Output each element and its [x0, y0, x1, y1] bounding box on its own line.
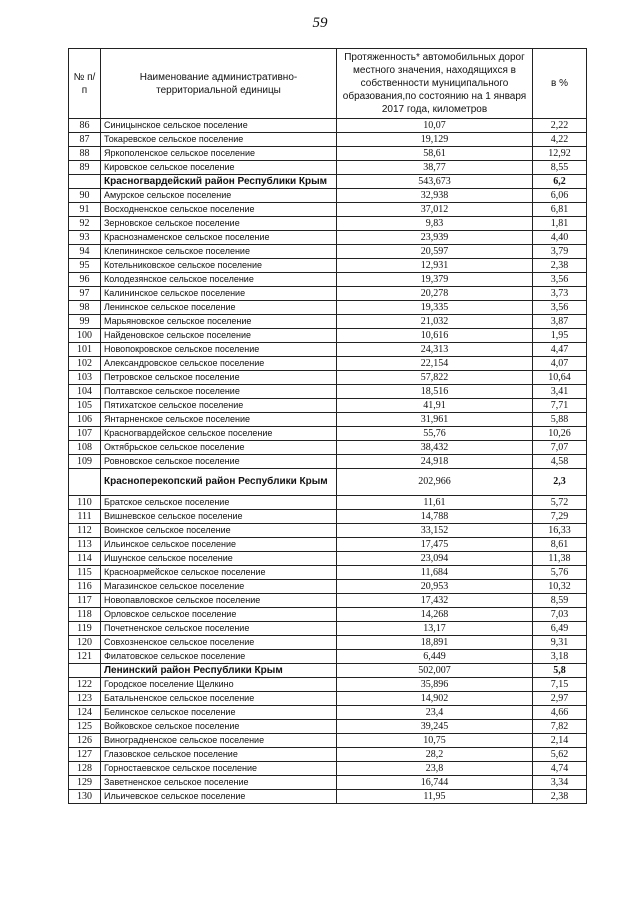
row-name: Восходненское сельское поселение	[101, 203, 337, 217]
header-unit-name: Наименование административно-территориальной единицы	[101, 49, 337, 119]
row-percent: 5,72	[533, 496, 587, 510]
row-number: 112	[69, 524, 101, 538]
row-name: Токаревское сельское поселение	[101, 133, 337, 147]
row-name: Синицынское сельское поселение	[101, 119, 337, 133]
row-number: 128	[69, 762, 101, 776]
table-row	[69, 217, 587, 231]
row-number: 127	[69, 748, 101, 762]
row-name: Войковское сельское поселение	[101, 720, 337, 734]
row-length: 32,938	[337, 189, 533, 203]
row-name: Пятихатское сельское поселение	[101, 399, 337, 413]
row-percent: 8,61	[533, 538, 587, 552]
row-percent: 5,88	[533, 413, 587, 427]
row-number: 109	[69, 455, 101, 469]
row-name: Клепининское сельское поселение	[101, 245, 337, 259]
row-percent: 4,22	[533, 133, 587, 147]
table-row	[69, 706, 587, 720]
row-length: 18,891	[337, 636, 533, 650]
row-percent: 1,95	[533, 329, 587, 343]
row-length: 19,129	[337, 133, 533, 147]
row-percent: 12,92	[533, 147, 587, 161]
table-row	[69, 594, 587, 608]
row-number: 98	[69, 301, 101, 315]
header-percent: в %	[533, 49, 587, 119]
row-percent: 2,97	[533, 692, 587, 706]
row-percent: 4,47	[533, 343, 587, 357]
row-percent: 1,81	[533, 217, 587, 231]
row-number: 103	[69, 371, 101, 385]
row-percent: 7,71	[533, 399, 587, 413]
row-percent: 6,81	[533, 203, 587, 217]
row-percent: 6,06	[533, 189, 587, 203]
row-length: 39,245	[337, 720, 533, 734]
row-number: 106	[69, 413, 101, 427]
row-length: 14,788	[337, 510, 533, 524]
row-percent: 5,76	[533, 566, 587, 580]
row-number: 113	[69, 538, 101, 552]
row-percent: 2,38	[533, 790, 587, 804]
row-percent: 7,29	[533, 510, 587, 524]
row-number: 120	[69, 636, 101, 650]
row-length: 19,335	[337, 301, 533, 315]
row-number: 114	[69, 552, 101, 566]
row-percent: 6,49	[533, 622, 587, 636]
row-length: 31,961	[337, 413, 533, 427]
row-length: 202,966	[337, 469, 533, 496]
table-row	[69, 259, 587, 273]
row-length: 21,032	[337, 315, 533, 329]
row-number: 121	[69, 650, 101, 664]
row-name: Вишневское сельское поселение	[101, 510, 337, 524]
row-name: Воинское сельское поселение	[101, 524, 337, 538]
row-number	[69, 664, 101, 678]
row-name: Батальненское сельское поселение	[101, 692, 337, 706]
row-number: 129	[69, 776, 101, 790]
row-percent: 4,07	[533, 357, 587, 371]
row-name: Яркополенское сельское поселение	[101, 147, 337, 161]
row-name: Петровское сельское поселение	[101, 371, 337, 385]
row-length: 14,902	[337, 692, 533, 706]
row-name: Ровновское сельское поселение	[101, 455, 337, 469]
table-row	[69, 524, 587, 538]
table-row	[69, 734, 587, 748]
row-name: Зерновское сельское поселение	[101, 217, 337, 231]
row-length: 10,75	[337, 734, 533, 748]
row-percent: 3,41	[533, 385, 587, 399]
table-row	[69, 343, 587, 357]
row-name: Виноградненское сельское поселение	[101, 734, 337, 748]
row-number: 93	[69, 231, 101, 245]
row-number: 90	[69, 189, 101, 203]
row-number: 108	[69, 441, 101, 455]
row-percent: 2,3	[533, 469, 587, 496]
row-length: 19,379	[337, 273, 533, 287]
row-name: Колодезянское сельское поселение	[101, 273, 337, 287]
row-name: Ильичевское сельское поселение	[101, 790, 337, 804]
row-length: 543,673	[337, 175, 533, 189]
table-row	[69, 399, 587, 413]
row-number: 111	[69, 510, 101, 524]
table-row	[69, 371, 587, 385]
row-name: Братское сельское поселение	[101, 496, 337, 510]
row-number: 122	[69, 678, 101, 692]
table-row	[69, 385, 587, 399]
table-row	[69, 231, 587, 245]
row-length: 20,597	[337, 245, 533, 259]
row-percent: 11,38	[533, 552, 587, 566]
table-row	[69, 147, 587, 161]
row-number: 126	[69, 734, 101, 748]
table-row	[69, 552, 587, 566]
row-length: 55,76	[337, 427, 533, 441]
row-percent: 4,66	[533, 706, 587, 720]
table-row	[69, 357, 587, 371]
row-percent: 7,03	[533, 608, 587, 622]
row-percent: 8,55	[533, 161, 587, 175]
row-length: 14,268	[337, 608, 533, 622]
row-length: 41,91	[337, 399, 533, 413]
row-length: 24,918	[337, 455, 533, 469]
table-row	[69, 287, 587, 301]
table-row	[69, 496, 587, 510]
row-percent: 3,73	[533, 287, 587, 301]
row-name: Калининское сельское поселение	[101, 287, 337, 301]
table-row	[69, 119, 587, 133]
table-row	[69, 650, 587, 664]
row-name: Красногвардейский район Республики Крым	[101, 175, 337, 189]
row-length: 28,2	[337, 748, 533, 762]
table-row	[69, 315, 587, 329]
row-name: Магазинское сельское поселение	[101, 580, 337, 594]
row-percent: 2,14	[533, 734, 587, 748]
row-length: 38,77	[337, 161, 533, 175]
row-number: 102	[69, 357, 101, 371]
row-name: Филатовское сельское поселение	[101, 650, 337, 664]
row-percent: 8,59	[533, 594, 587, 608]
table-row	[69, 427, 587, 441]
row-length: 23,094	[337, 552, 533, 566]
row-length: 502,007	[337, 664, 533, 678]
row-number: 95	[69, 259, 101, 273]
row-percent: 3,87	[533, 315, 587, 329]
row-number: 97	[69, 287, 101, 301]
row-percent: 7,15	[533, 678, 587, 692]
row-name: Новопокровское сельское поселение	[101, 343, 337, 357]
table-row	[69, 762, 587, 776]
row-length: 22,154	[337, 357, 533, 371]
table-header-row	[69, 49, 587, 119]
row-name: Белинское сельское поселение	[101, 706, 337, 720]
table-row	[69, 455, 587, 469]
district-row	[69, 664, 587, 678]
row-name: Найденовское сельское поселение	[101, 329, 337, 343]
row-number: 99	[69, 315, 101, 329]
row-length: 9,83	[337, 217, 533, 231]
row-name: Горностаевское сельское поселение	[101, 762, 337, 776]
road-length-table	[68, 48, 587, 804]
row-number: 94	[69, 245, 101, 259]
table-row	[69, 566, 587, 580]
row-name: Янтарненское сельское поселение	[101, 413, 337, 427]
row-name: Полтавское сельское поселение	[101, 385, 337, 399]
row-length: 20,278	[337, 287, 533, 301]
table-row	[69, 678, 587, 692]
row-length: 23,4	[337, 706, 533, 720]
row-number: 118	[69, 608, 101, 622]
row-name: Красноперекопский район Республики Крым	[101, 469, 337, 496]
table-row	[69, 245, 587, 259]
row-length: 10,07	[337, 119, 533, 133]
row-percent: 6,2	[533, 175, 587, 189]
row-name: Красногвардейское сельское поселение	[101, 427, 337, 441]
row-number: 107	[69, 427, 101, 441]
row-number: 91	[69, 203, 101, 217]
table-row	[69, 748, 587, 762]
table-row	[69, 441, 587, 455]
table-row	[69, 133, 587, 147]
row-number: 124	[69, 706, 101, 720]
row-number	[69, 175, 101, 189]
table-row	[69, 203, 587, 217]
row-length: 24,313	[337, 343, 533, 357]
row-name: Кировское сельское поселение	[101, 161, 337, 175]
table-row	[69, 622, 587, 636]
row-percent: 3,56	[533, 301, 587, 315]
row-number: 105	[69, 399, 101, 413]
row-percent: 2,22	[533, 119, 587, 133]
table-row	[69, 580, 587, 594]
row-length: 11,61	[337, 496, 533, 510]
row-percent: 10,32	[533, 580, 587, 594]
row-length: 23,939	[337, 231, 533, 245]
row-length: 18,516	[337, 385, 533, 399]
row-percent: 2,38	[533, 259, 587, 273]
page-number: 59	[312, 15, 328, 31]
row-number: 110	[69, 496, 101, 510]
row-name: Красноармейское сельское поселение	[101, 566, 337, 580]
row-name: Ленинское сельское поселение	[101, 301, 337, 315]
row-percent: 3,34	[533, 776, 587, 790]
row-percent: 3,56	[533, 273, 587, 287]
row-name: Новопавловское сельское поселение	[101, 594, 337, 608]
table-row	[69, 538, 587, 552]
row-length: 38,432	[337, 441, 533, 455]
row-number: 115	[69, 566, 101, 580]
row-length: 11,95	[337, 790, 533, 804]
row-percent: 4,40	[533, 231, 587, 245]
table-body	[69, 119, 587, 804]
row-percent: 9,31	[533, 636, 587, 650]
row-number: 96	[69, 273, 101, 287]
row-percent: 5,62	[533, 748, 587, 762]
table-row	[69, 161, 587, 175]
row-length: 17,475	[337, 538, 533, 552]
row-length: 12,931	[337, 259, 533, 273]
row-name: Почетненское сельское поселение	[101, 622, 337, 636]
row-length: 13,17	[337, 622, 533, 636]
row-percent: 3,18	[533, 650, 587, 664]
row-name: Марьяновское сельское поселение	[101, 315, 337, 329]
row-length: 10,616	[337, 329, 533, 343]
row-name: Котельниковское сельское поселение	[101, 259, 337, 273]
table-row	[69, 329, 587, 343]
row-length: 11,684	[337, 566, 533, 580]
table-row	[69, 790, 587, 804]
row-number: 117	[69, 594, 101, 608]
row-length: 23,8	[337, 762, 533, 776]
row-percent: 10,26	[533, 427, 587, 441]
row-name: Амурское сельское поселение	[101, 189, 337, 203]
row-percent: 7,82	[533, 720, 587, 734]
row-name: Краснознаменское сельское поселение	[101, 231, 337, 245]
table-row	[69, 273, 587, 287]
row-percent: 16,33	[533, 524, 587, 538]
table-row	[69, 189, 587, 203]
row-name: Ишунское сельское поселение	[101, 552, 337, 566]
row-name: Ленинский район Республики Крым	[101, 664, 337, 678]
row-number: 123	[69, 692, 101, 706]
row-length: 17,432	[337, 594, 533, 608]
row-percent: 7,07	[533, 441, 587, 455]
table-row	[69, 413, 587, 427]
header-number: № п/п	[69, 49, 101, 119]
row-name: Глазовское сельское поселение	[101, 748, 337, 762]
row-name: Орловское сельское поселение	[101, 608, 337, 622]
header-road-length: Протяженность* автомобильных дорог местного значения, находящихся в собственности муниципального образования,по состоянию на 1 января 2017 года, километров	[337, 49, 533, 119]
row-length: 16,744	[337, 776, 533, 790]
row-length: 37,012	[337, 203, 533, 217]
district-row	[69, 175, 587, 189]
row-name: Александровское сельское поселение	[101, 357, 337, 371]
row-name: Заветненское сельское поселение	[101, 776, 337, 790]
table-row	[69, 608, 587, 622]
row-percent: 4,74	[533, 762, 587, 776]
row-name: Совхозненское сельское поселение	[101, 636, 337, 650]
row-number: 89	[69, 161, 101, 175]
row-number	[69, 469, 101, 496]
district-row	[69, 469, 587, 496]
row-name: Ильинское сельское поселение	[101, 538, 337, 552]
row-number: 130	[69, 790, 101, 804]
row-percent: 5,8	[533, 664, 587, 678]
row-percent: 10,64	[533, 371, 587, 385]
row-number: 86	[69, 119, 101, 133]
row-number: 116	[69, 580, 101, 594]
row-number: 125	[69, 720, 101, 734]
row-length: 20,953	[337, 580, 533, 594]
row-length: 6,449	[337, 650, 533, 664]
row-percent: 3,79	[533, 245, 587, 259]
row-name: Городское поселение Щелкино	[101, 678, 337, 692]
row-length: 33,152	[337, 524, 533, 538]
row-length: 57,822	[337, 371, 533, 385]
table-row	[69, 636, 587, 650]
row-number: 101	[69, 343, 101, 357]
row-number: 119	[69, 622, 101, 636]
row-number: 88	[69, 147, 101, 161]
table-row	[69, 692, 587, 706]
table-row	[69, 510, 587, 524]
row-number: 100	[69, 329, 101, 343]
table-row	[69, 301, 587, 315]
row-number: 104	[69, 385, 101, 399]
row-number: 92	[69, 217, 101, 231]
row-percent: 4,58	[533, 455, 587, 469]
row-number: 87	[69, 133, 101, 147]
row-length: 35,896	[337, 678, 533, 692]
table-row	[69, 776, 587, 790]
row-name: Октябрьское сельское поселение	[101, 441, 337, 455]
row-length: 58,61	[337, 147, 533, 161]
table-row	[69, 720, 587, 734]
